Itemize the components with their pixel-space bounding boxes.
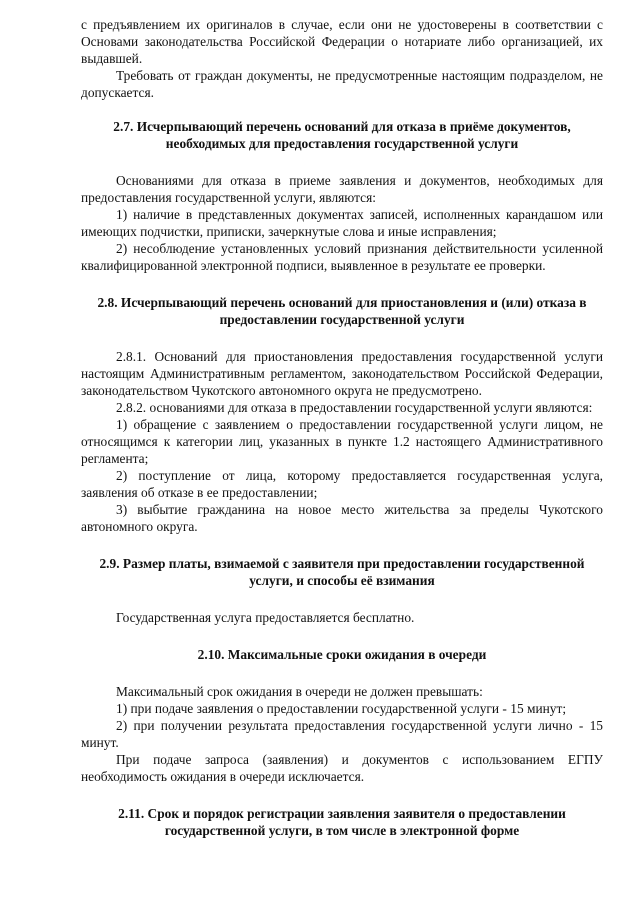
section-2-9-paragraph-1: Государственная услуга предоставляется бесплатно. <box>116 610 415 625</box>
section-2-9-heading: 2.9. Размер платы, взимаемой с заявителя при предоставлении государственной услуги, и способы её взимания <box>99 556 585 588</box>
section-2-8-item-2: 2) поступление от лица, которому предоставляется государственная услуга, заявления об отказе в ее предоставлении; <box>81 468 603 500</box>
section-2-11-heading: 2.11. Срок и порядок регистрации заявления заявителя о предоставлении государственной услуги, в том числе в электронной форме <box>118 806 566 838</box>
section-2-10-heading: 2.10. Максимальные сроки ожидания в очереди <box>197 647 487 662</box>
section-2-10-item-2: 2) при получении результата предоставления государственной услуги лично - 15 минут. <box>81 718 603 750</box>
intro-paragraph-2: Требовать от граждан документы, не предусмотренные настоящим подразделом, не допускается. <box>81 68 603 100</box>
section-2-10-paragraph-1: Максимальный срок ожидания в очереди не должен превышать: <box>116 684 483 699</box>
section-2-8-paragraph-2: 2.8.2. основаниями для отказа в предоставлении государственной услуги являются: <box>116 400 593 415</box>
document-page <box>81 16 603 839</box>
section-2-8-heading: 2.8. Исчерпывающий перечень оснований для приостановления и (или) отказа в предоставлении государственной услуги <box>97 295 587 327</box>
section-2-10-item-1: 1) при подаче заявления о предоставлении государственной услуги - 15 минут; <box>116 701 567 716</box>
section-2-7-heading: 2.7. Исчерпывающий перечень оснований для отказа в приёме документов, необходимых для предоставления государственной услуги <box>113 119 571 151</box>
intro-paragraph-1: с предъявлением их оригиналов в случае, если они не удостоверены в соответствии с Основами законодательства Российской Федерации о нотариате либо организацией, их выдавшей. <box>81 17 603 66</box>
section-2-8-item-1: 1) обращение с заявлением о предоставлении государственной услуги лицом, не относящимся к категории лиц, указанных в пункте 1.2 настоящего Административного регламента; <box>81 417 603 466</box>
section-2-8-item-3: 3) выбытие гражданина на новое место жительства за пределы Чукотского автономного округа. <box>81 502 603 534</box>
section-2-7-item-2: 2) несоблюдение установленных условий признания действительности усиленной квалифицированной электронной подписи, выявленное в результате ее проверки. <box>81 241 603 273</box>
section-2-10-paragraph-2: При подаче запроса (заявления) и документов с использованием ЕГПУ необходимость ожидания в очереди исключается. <box>81 752 603 784</box>
section-2-7-item-1: 1) наличие в представленных документах записей, исполненных карандашом или имеющих подчистки, приписки, зачеркнутые слова и иные исправления; <box>81 207 603 239</box>
section-2-7-paragraph-1: Основаниями для отказа в приеме заявления и документов, необходимых для предоставления государственной услуги, являются: <box>81 173 603 205</box>
section-2-8-paragraph-1: 2.8.1. Оснований для приостановления предоставления государственной услуги настоящим Административным регламентом, законодательством Российской Федерации, законодательством Чукотского автономного округа не предусмотрено. <box>81 349 603 398</box>
